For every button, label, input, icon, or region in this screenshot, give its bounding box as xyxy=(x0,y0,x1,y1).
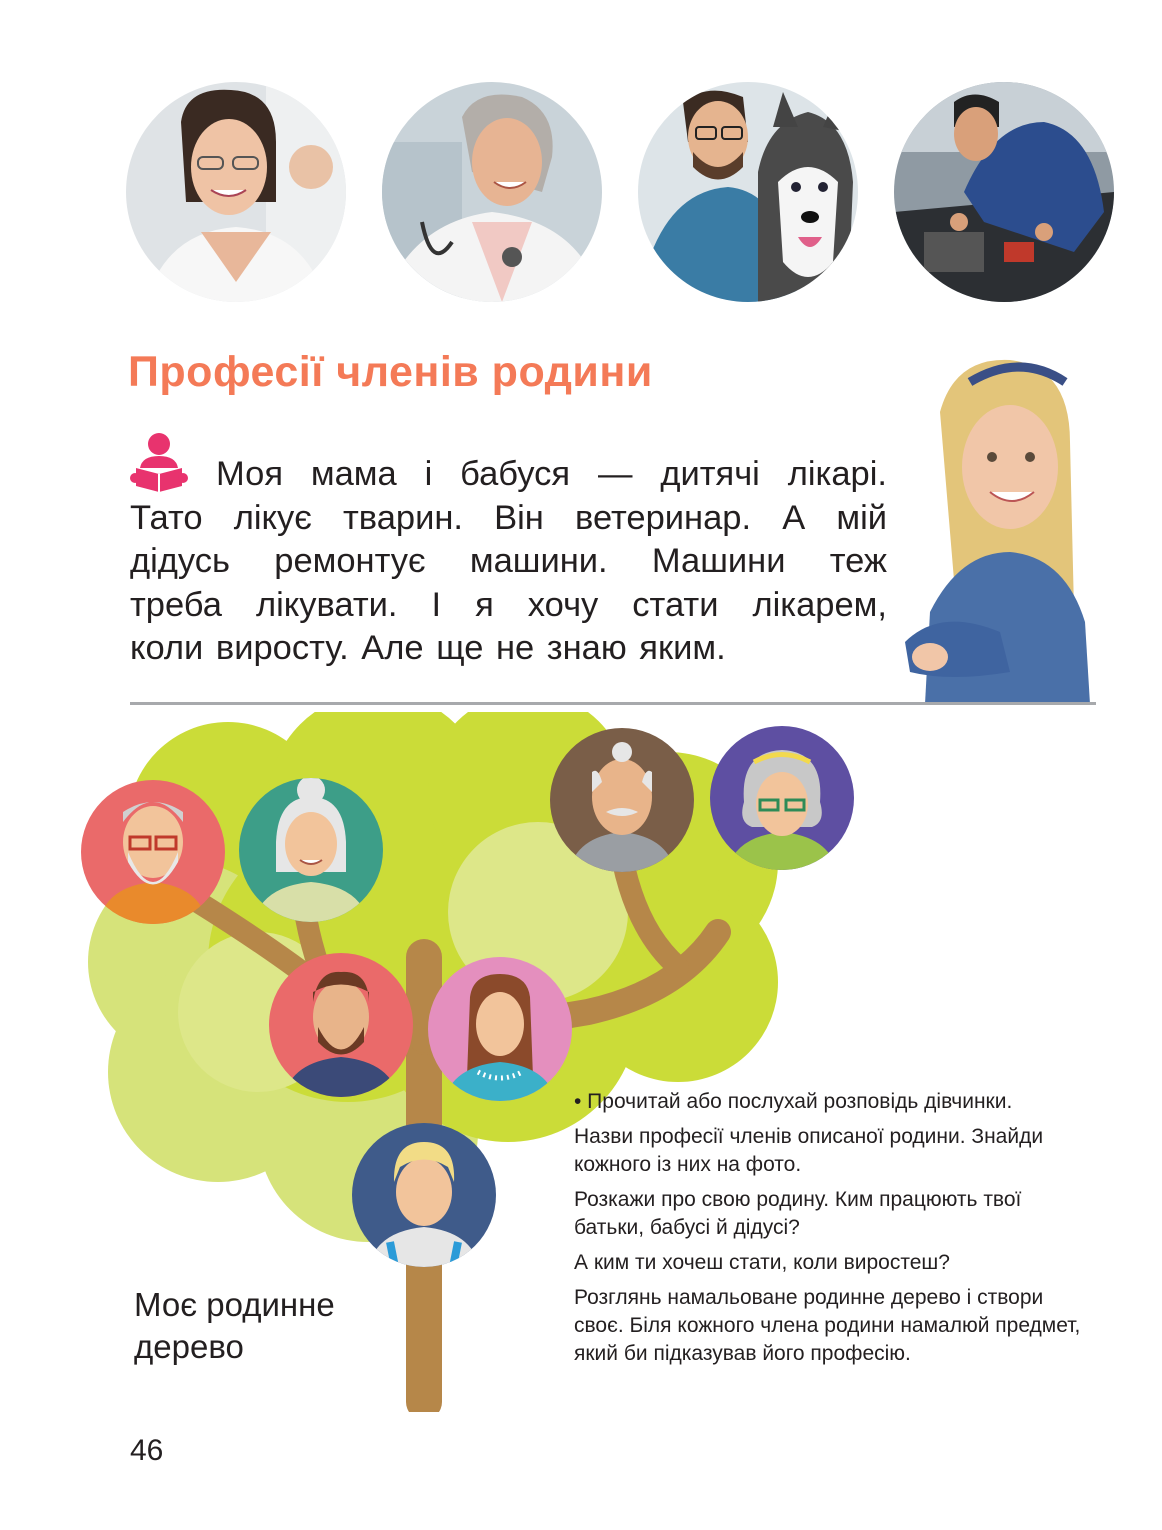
task-item: • Прочитай або послухай розповідь дівчинки. xyxy=(574,1090,1013,1113)
child-avatar xyxy=(352,1123,496,1272)
tasks-list xyxy=(574,1088,1094,1375)
task-item: Розкажи про свою родину. Ким працюють твої батьки, бабусі й дідусі? xyxy=(574,1188,1022,1239)
car-mechanic-photo xyxy=(894,82,1114,302)
page-number: 46 xyxy=(130,1434,164,1467)
tree-caption xyxy=(134,1284,335,1368)
story-line: треба лікувати. І я хочу стати лікарем, xyxy=(130,585,887,624)
story-line: дідусь ремонтує машини. Машини теж xyxy=(130,542,887,580)
tree-caption-line: дерево xyxy=(134,1328,244,1365)
story-line: Моя мама і бабуся — дитячі лікарі. xyxy=(216,455,887,493)
task-item: А ким ти хочеш стати, коли виростеш? xyxy=(574,1251,950,1274)
story-line: коли виросту. Але ще не знаю яким. xyxy=(130,629,726,667)
veterinarian-with-dog-photo xyxy=(638,82,858,302)
task-item: Назви професії членів описаної родини. Знайди кожного із них на фото. xyxy=(574,1125,1044,1176)
senior-doctor-woman-photo xyxy=(382,82,602,302)
girl-photo xyxy=(900,352,1096,704)
page-title: Професії членів родини xyxy=(128,348,653,396)
task-item: Розглянь намальоване родинне дерево і створи своє. Біля кожного члена родини намалюй предмет, який би підказував його професію. xyxy=(574,1286,1081,1365)
section-divider xyxy=(130,702,1096,705)
tree-caption-line: Моє родинне xyxy=(134,1286,335,1323)
pediatrician-woman-photo xyxy=(126,82,346,302)
story-line: Тато лікує тварин. Він ветеринар. А мій xyxy=(130,498,887,537)
story-text xyxy=(130,453,887,671)
